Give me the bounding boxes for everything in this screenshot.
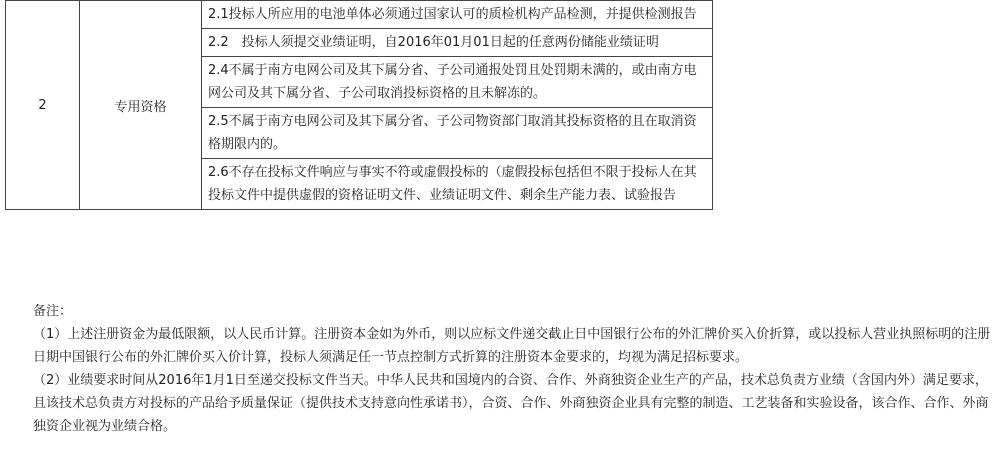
requirement-item: 2.1投标人所应用的电池单体必须通过国家认可的质检机构产品检测，并提供检测报告: [202, 1, 713, 29]
requirement-item: 2.2 投标人须提交业绩证明，自2016年01月01日起的任意两份储能业绩证明: [202, 29, 713, 57]
table-row: [6, 1, 713, 29]
note-paragraph-1: （1）上述注册资金为最低限额，以人民币计算。注册资本金如为外币，则以应标文件递交截止日中国银行公布的外汇牌价买入价折算，或以投标人营业执照标明的注册日期中国银行公布的外汇牌价买入价计算，投标人须满足任一节点控制方式折算的注册资本金要求的，均视为满足招标要求。: [33, 327, 991, 365]
requirement-item: 2.6不存在投标文件响应与事实不符或虚假投标的（虚假投标包括但不限于投标人在其投标文件中提供虚假的资格证明文件、业绩证明文件、剩余生产能力表、试验报告: [202, 159, 713, 210]
qualification-type-cell: 专用资格: [80, 1, 202, 210]
requirement-item: 2.5不属于南方电网公司及其下属分省、子公司物资部门取消其投标资格的且在取消资格期限内的。: [202, 108, 713, 159]
qualification-table: [5, 0, 713, 210]
notes-section: [5, 300, 995, 438]
note-paragraph-2: （2）业绩要求时间从2016年1月1日至递交投标文件当天。中华人民共和国境内的合资、合作、外商独资企业生产的产品，技术总负责方业绩（含国内外）满足要求，且该技术总负责方对投标的产品给予质量保证（提供技术支持意向性承诺书），合资、合作、外商独资企业具有完整的制造、工艺装备和实验设备，该合作、合作、外商独资企业视为业绩合格。: [33, 373, 989, 434]
row-number-cell: 2: [6, 1, 80, 210]
notes-heading: 备注：: [33, 304, 73, 319]
requirement-item: 2.4不属于南方电网公司及其下属分省、子公司通报处罚且处罚期未满的，或由南方电网公司及其下属分省、子公司取消投标资格的且未解冻的。: [202, 57, 713, 108]
